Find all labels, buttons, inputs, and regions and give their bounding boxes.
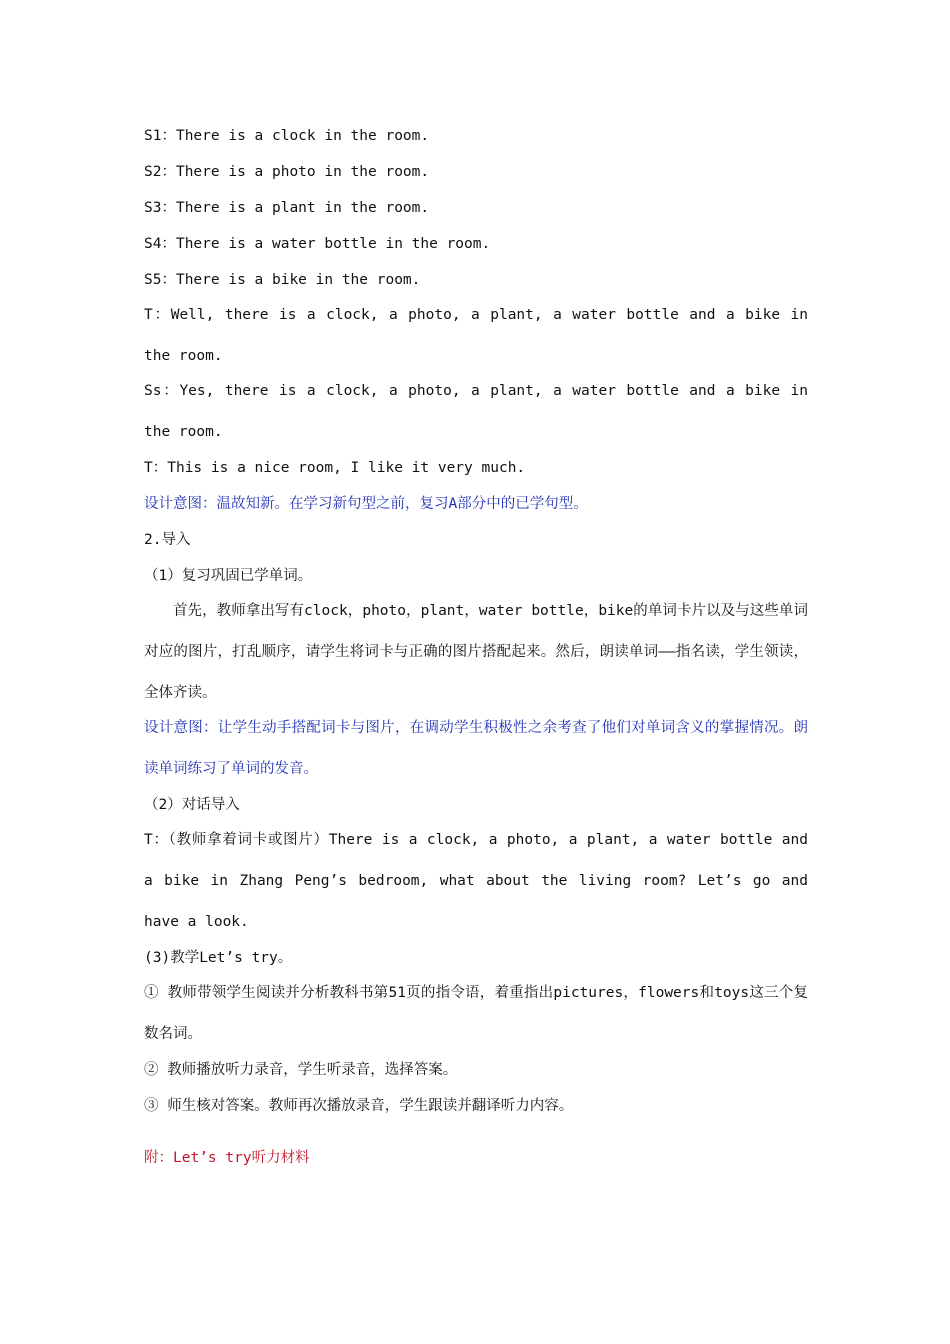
step-3: ③ 师生核对答案。教师再次播放录音，学生跟读并翻译听力内容。 xyxy=(144,1098,574,1114)
dialogue-s1: S1：There is a clock in the room. xyxy=(144,128,430,144)
dialogue-teacher-summary: T：Well, there is a clock, a photo, a plant, a water bottle and a bike in the room. xyxy=(144,307,808,364)
subheading-dialogue-intro: （2）对话导入 xyxy=(144,797,240,813)
subheading-review-words: （1）复习巩固已学单词。 xyxy=(144,568,313,584)
dialogue-s5: S5：There is a bike in the room. xyxy=(144,272,421,288)
dialogue-s4: S4：There is a water bottle in the room. xyxy=(144,236,491,252)
subheading-lets-try: (3)教学Let’s try。 xyxy=(144,950,293,966)
dialogue-s3: S3：There is a plant in the room. xyxy=(144,200,430,216)
paragraph-word-cards: 首先，教师拿出写有clock，photo，plant，water bottle，bike的单词卡片以及与这些单词对应的图片，打乱顺序，请学生将词卡与正确的图片搭配起来。然后，朗读单词——指名读，学生领读，全体齐读。 xyxy=(144,603,808,701)
design-intent-2: 设计意图：让学生动手搭配词卡与图片，在调动学生积极性之余考查了他们对单词含义的掌握情况。朗读单词练习了单词的发音。 xyxy=(144,720,808,777)
design-intent-1: 设计意图：温故知新。在学习新句型之前，复习A部分中的已学句型。 xyxy=(144,496,588,512)
dialogue-teacher-closing: T：This is a nice room, I like it very much. xyxy=(144,460,526,476)
document-page xyxy=(144,124,808,1182)
dialogue-students-repeat: Ss：Yes, there is a clock, a photo, a plant, a water bottle and a bike in the room. xyxy=(144,383,808,440)
dialogue-s2: S2：There is a photo in the room. xyxy=(144,164,430,180)
paragraph-teacher-dialogue: T：（教师拿着词卡或图片）There is a clock, a photo, a plant, a water bottle and a bike in Zhang Peng’s bedroom, what about the living room? Let’s go and have a look. xyxy=(144,832,808,930)
section-heading-intro: 2.导入 xyxy=(144,532,191,548)
appendix-heading: 附：Let’s try听力材料 xyxy=(144,1150,310,1166)
step-1: ① 教师带领学生阅读并分析教科书第51页的指令语，着重指出pictures，flowers和toys这三个复数名词。 xyxy=(144,985,808,1042)
step-2: ② 教师播放听力录音，学生听录音，选择答案。 xyxy=(144,1062,458,1078)
